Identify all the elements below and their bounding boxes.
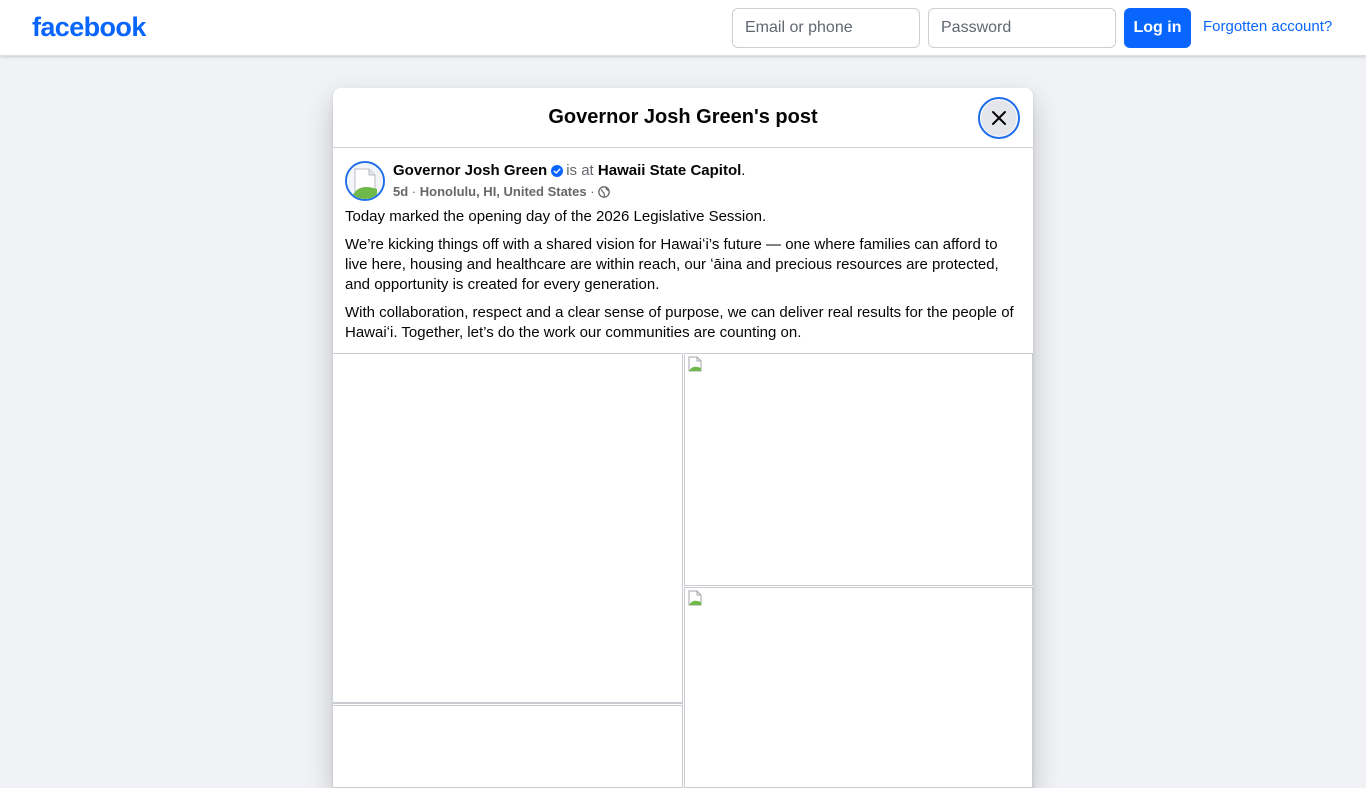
post-author-row bbox=[345, 161, 1021, 201]
post-paragraph: We’re kicking things off with a shared vision for Hawaiʻi’s future — one where families can afford to live here, housing and healthcare are within reach, our ʻāina and precious resources are protected, and opportunity is created for every generation. bbox=[345, 236, 999, 293]
close-icon bbox=[991, 110, 1007, 126]
post-timestamp[interactable]: 5d bbox=[393, 184, 409, 199]
author-name[interactable]: Governor Josh Green bbox=[393, 162, 548, 179]
meta-separator-2: · bbox=[590, 184, 595, 199]
login-button[interactable]: Log in bbox=[1124, 8, 1191, 48]
post-photo-3[interactable] bbox=[684, 587, 1033, 788]
checkin-place-link[interactable]: Hawaii State Capitol bbox=[597, 162, 742, 179]
post-photo-1[interactable] bbox=[333, 353, 683, 703]
place-suffix: . bbox=[741, 162, 746, 179]
meta-separator: · bbox=[411, 184, 417, 199]
dialog-header bbox=[333, 88, 1033, 148]
broken-image-icon bbox=[687, 590, 703, 606]
post-paragraph: With collaboration, respect and a clear sense of purpose, we can deliver real results for the people of Hawaiʻi. Together, let’s do the work our communities are counting on. bbox=[345, 304, 1014, 341]
post-body bbox=[345, 207, 1023, 351]
verified-badge-icon bbox=[551, 165, 563, 177]
facebook-logo[interactable]: facebook bbox=[32, 12, 146, 42]
is-at-text: is at bbox=[566, 162, 594, 179]
post-dialog bbox=[333, 88, 1033, 788]
forgotten-account-link[interactable]: Forgotten account? bbox=[1203, 18, 1333, 35]
top-navbar bbox=[0, 0, 1366, 56]
password-field[interactable] bbox=[928, 8, 1116, 48]
post-location[interactable]: Honolulu, HI, United States bbox=[419, 184, 587, 199]
photo-grid bbox=[333, 353, 1033, 788]
post-photo-2[interactable] bbox=[684, 353, 1033, 586]
post-photo-4[interactable] bbox=[333, 703, 683, 788]
avatar[interactable] bbox=[345, 161, 385, 201]
dialog-title: Governor Josh Green's post bbox=[548, 106, 818, 128]
broken-image-icon bbox=[687, 356, 703, 372]
avatar-image-icon bbox=[347, 163, 383, 199]
post-meta bbox=[393, 184, 610, 199]
post-paragraph: Today marked the opening day of the 2026 Legislative Session. bbox=[345, 208, 767, 225]
close-button[interactable] bbox=[978, 97, 1020, 139]
email-field[interactable] bbox=[732, 8, 920, 48]
globe-icon bbox=[598, 186, 610, 198]
author-line bbox=[393, 162, 745, 179]
